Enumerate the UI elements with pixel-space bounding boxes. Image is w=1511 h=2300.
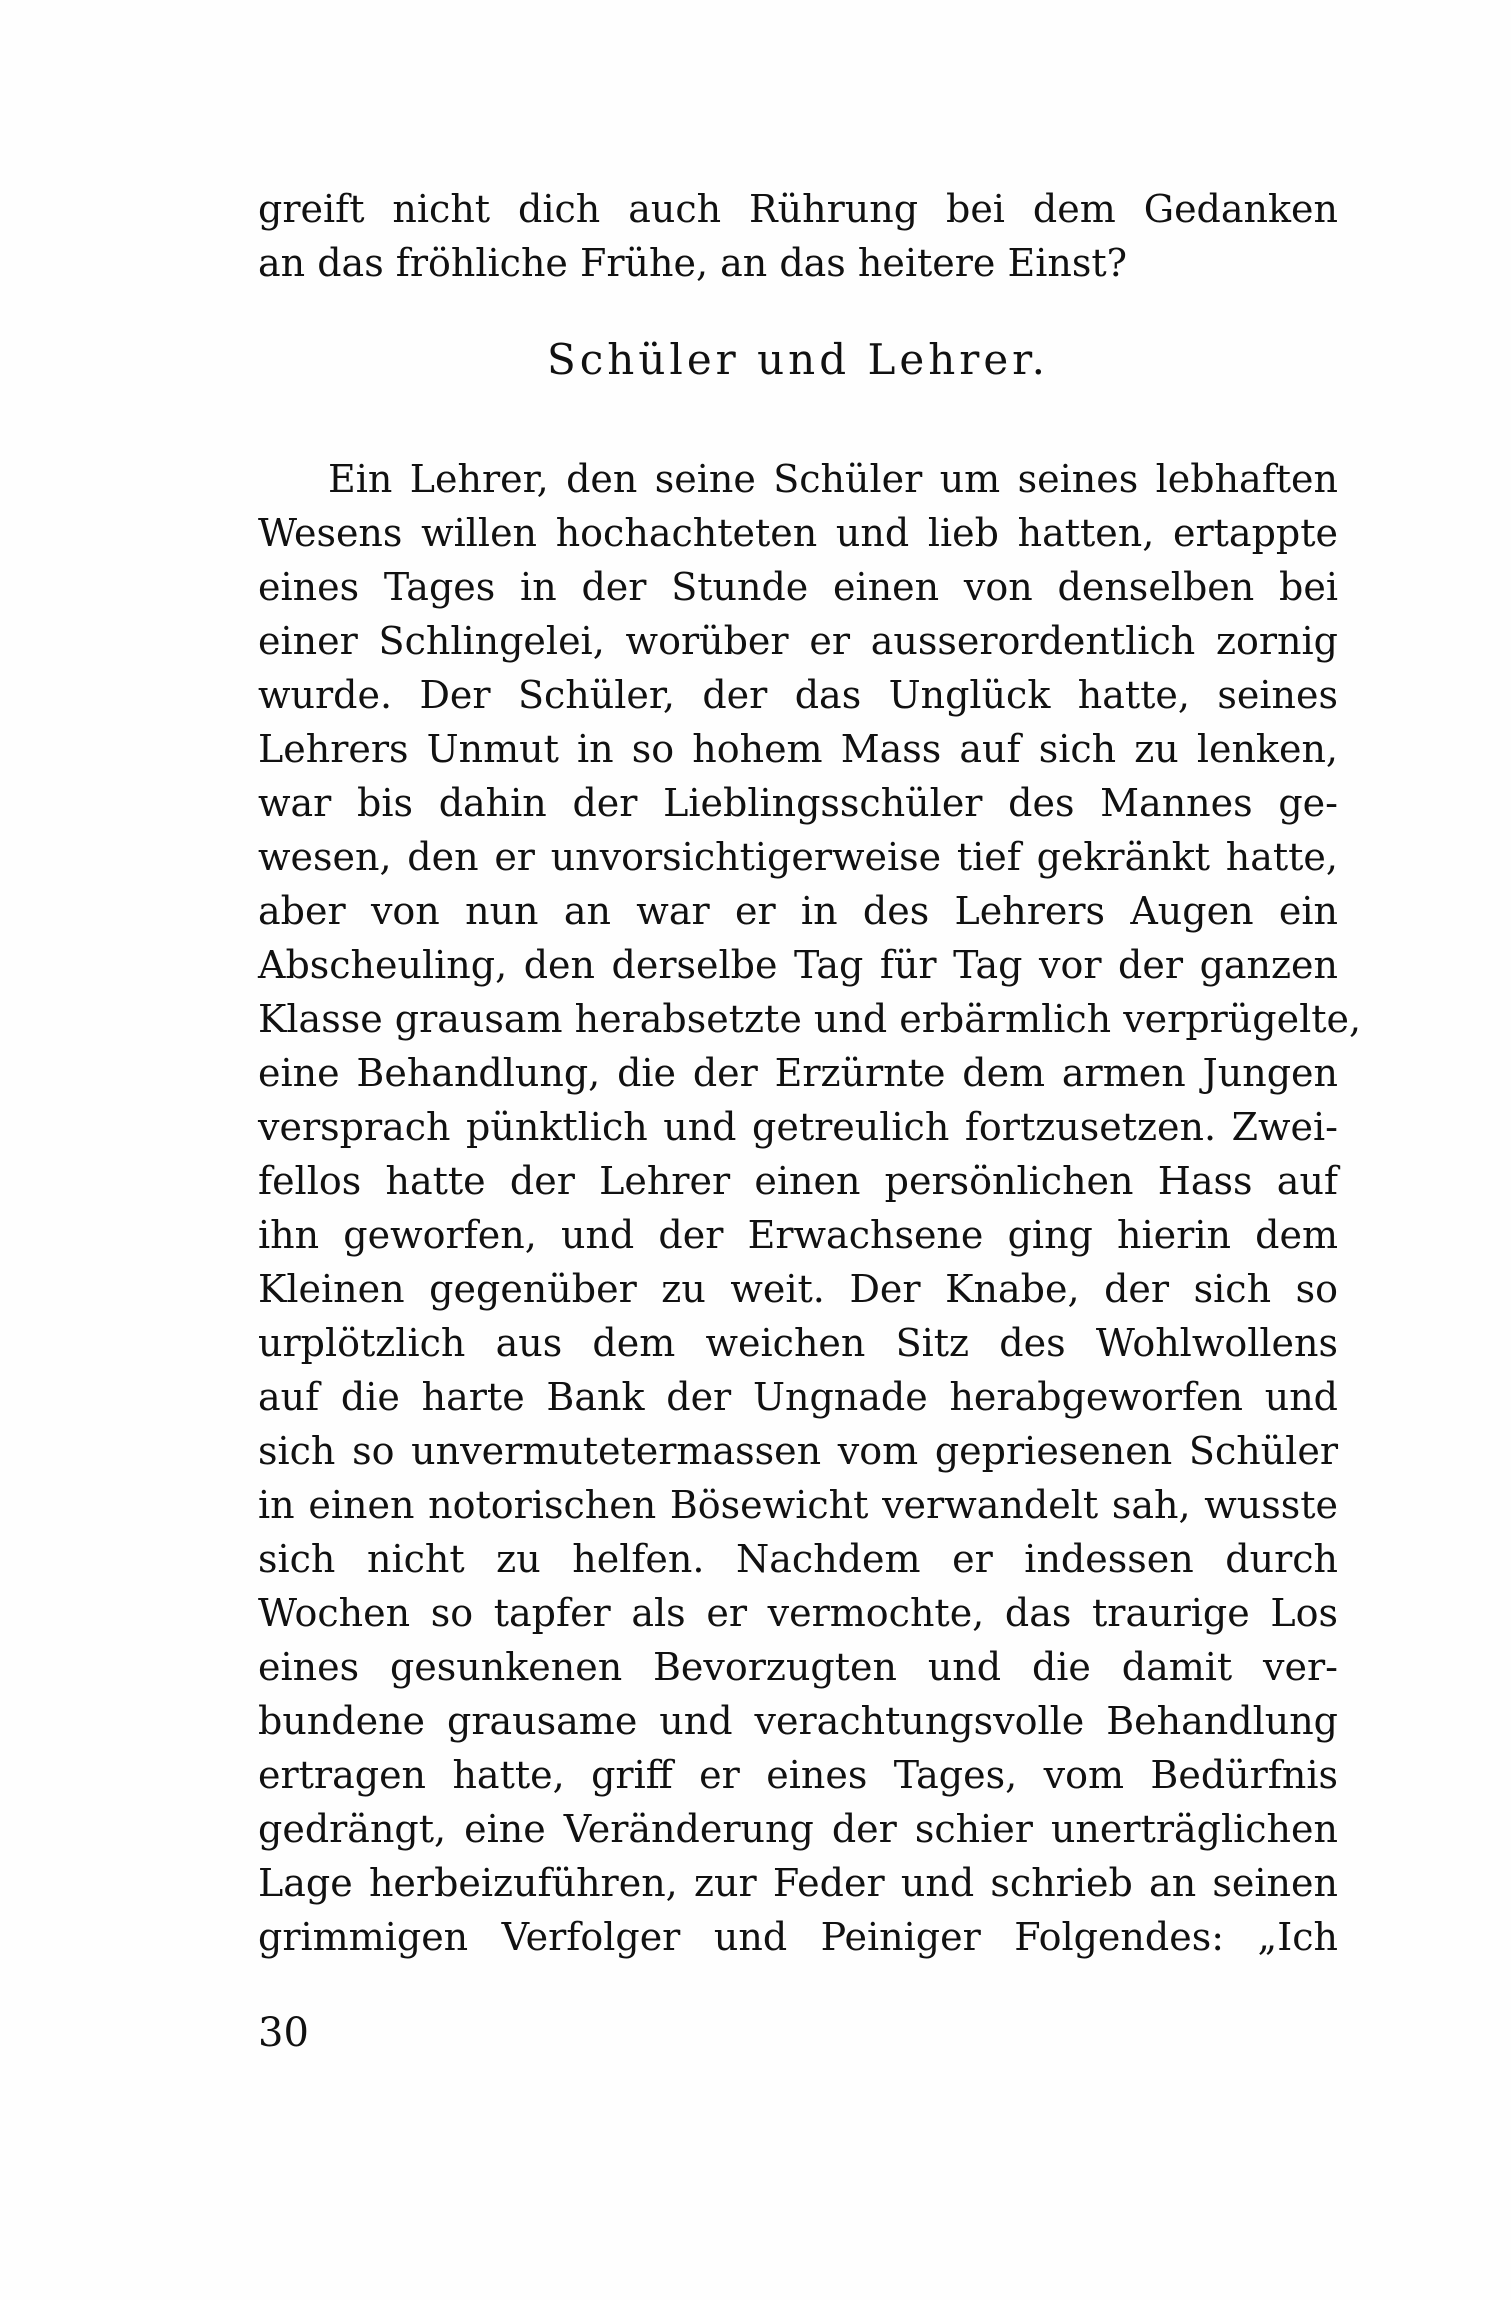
text-line: Ein Lehrer, den seine Schüler um seines lebhaften (328, 457, 1338, 501)
text-line: greift nicht dich auch Rührung bei dem Gedanken (258, 187, 1338, 231)
text-line: ertragen hatte, griff er eines Tages, vom Bedürfnis (258, 1753, 1338, 1797)
text-line: in einen notorischen Bösewicht verwandelt sah, wusste (258, 1483, 1338, 1527)
previous-section-ending (258, 182, 1338, 290)
text-line: eine Behandlung, die der Erzürnte dem armen Jungen (258, 1051, 1338, 1095)
text-line: eines gesunkenen Bevorzugten und die damit ver- (258, 1645, 1338, 1689)
text-line: fellos hatte der Lehrer einen persönlichen Hass auf (258, 1159, 1338, 1203)
text-line: Wesens willen hochachteten und lieb hatten, ertappte (258, 511, 1338, 555)
text-line: bundene grausame und verachtungsvolle Behandlung (258, 1699, 1338, 1743)
section-heading: Schüler und Lehrer. (547, 335, 1049, 384)
text-line: wurde. Der Schüler, der das Unglück hatte, seines (258, 673, 1338, 717)
text-line: wesen, den er unvorsichtigerweise tief gekränkt hatte, (258, 835, 1338, 879)
text-line: Wochen so tapfer als er vermochte, das traurige Los (258, 1591, 1338, 1635)
text-line: urplötzlich aus dem weichen Sitz des Wohlwollens (258, 1321, 1338, 1365)
text-line: Abscheuling, den derselbe Tag für Tag vor der ganzen (258, 943, 1338, 987)
page-number: 30 (258, 2010, 309, 2056)
text-line: Lage herbeizuführen, zur Feder und schrieb an seinen (258, 1861, 1338, 1905)
text-line: aber von nun an war er in des Lehrers Augen ein (258, 889, 1338, 933)
text-line: sich so unvermutetermassen vom gepriesenen Schüler (258, 1429, 1338, 1473)
text-line: gedrängt, eine Veränderung der schier unerträglichen (258, 1807, 1338, 1851)
text-line: Klasse grausam herabsetzte und erbärmlich verprügelte, (258, 997, 1362, 1041)
section-body (258, 452, 1362, 1964)
text-line: war bis dahin der Lieblingsschüler des Mannes ge- (258, 781, 1338, 825)
text-line: auf die harte Bank der Ungnade herabgeworfen und (258, 1375, 1338, 1419)
text-line: sich nicht zu helfen. Nachdem er indessen durch (258, 1537, 1338, 1581)
text-line: versprach pünktlich und getreulich fortzusetzen. Zwei- (258, 1105, 1338, 1149)
text-line: ihn geworfen, und der Erwachsene ging hierin dem (258, 1213, 1338, 1257)
text-line: grimmigen Verfolger und Peiniger Folgendes: „Ich (258, 1915, 1338, 1959)
text-line: Kleinen gegenüber zu weit. Der Knabe, der sich so (258, 1267, 1338, 1311)
text-line: eines Tages in der Stunde einen von denselben bei (258, 565, 1338, 609)
text-line: Lehrers Unmut in so hohem Mass auf sich zu lenken, (258, 727, 1338, 771)
text-line: an das fröhliche Frühe, an das heitere Einst? (258, 241, 1127, 285)
text-line: einer Schlingelei, worüber er ausserordentlich zornig (258, 619, 1338, 663)
